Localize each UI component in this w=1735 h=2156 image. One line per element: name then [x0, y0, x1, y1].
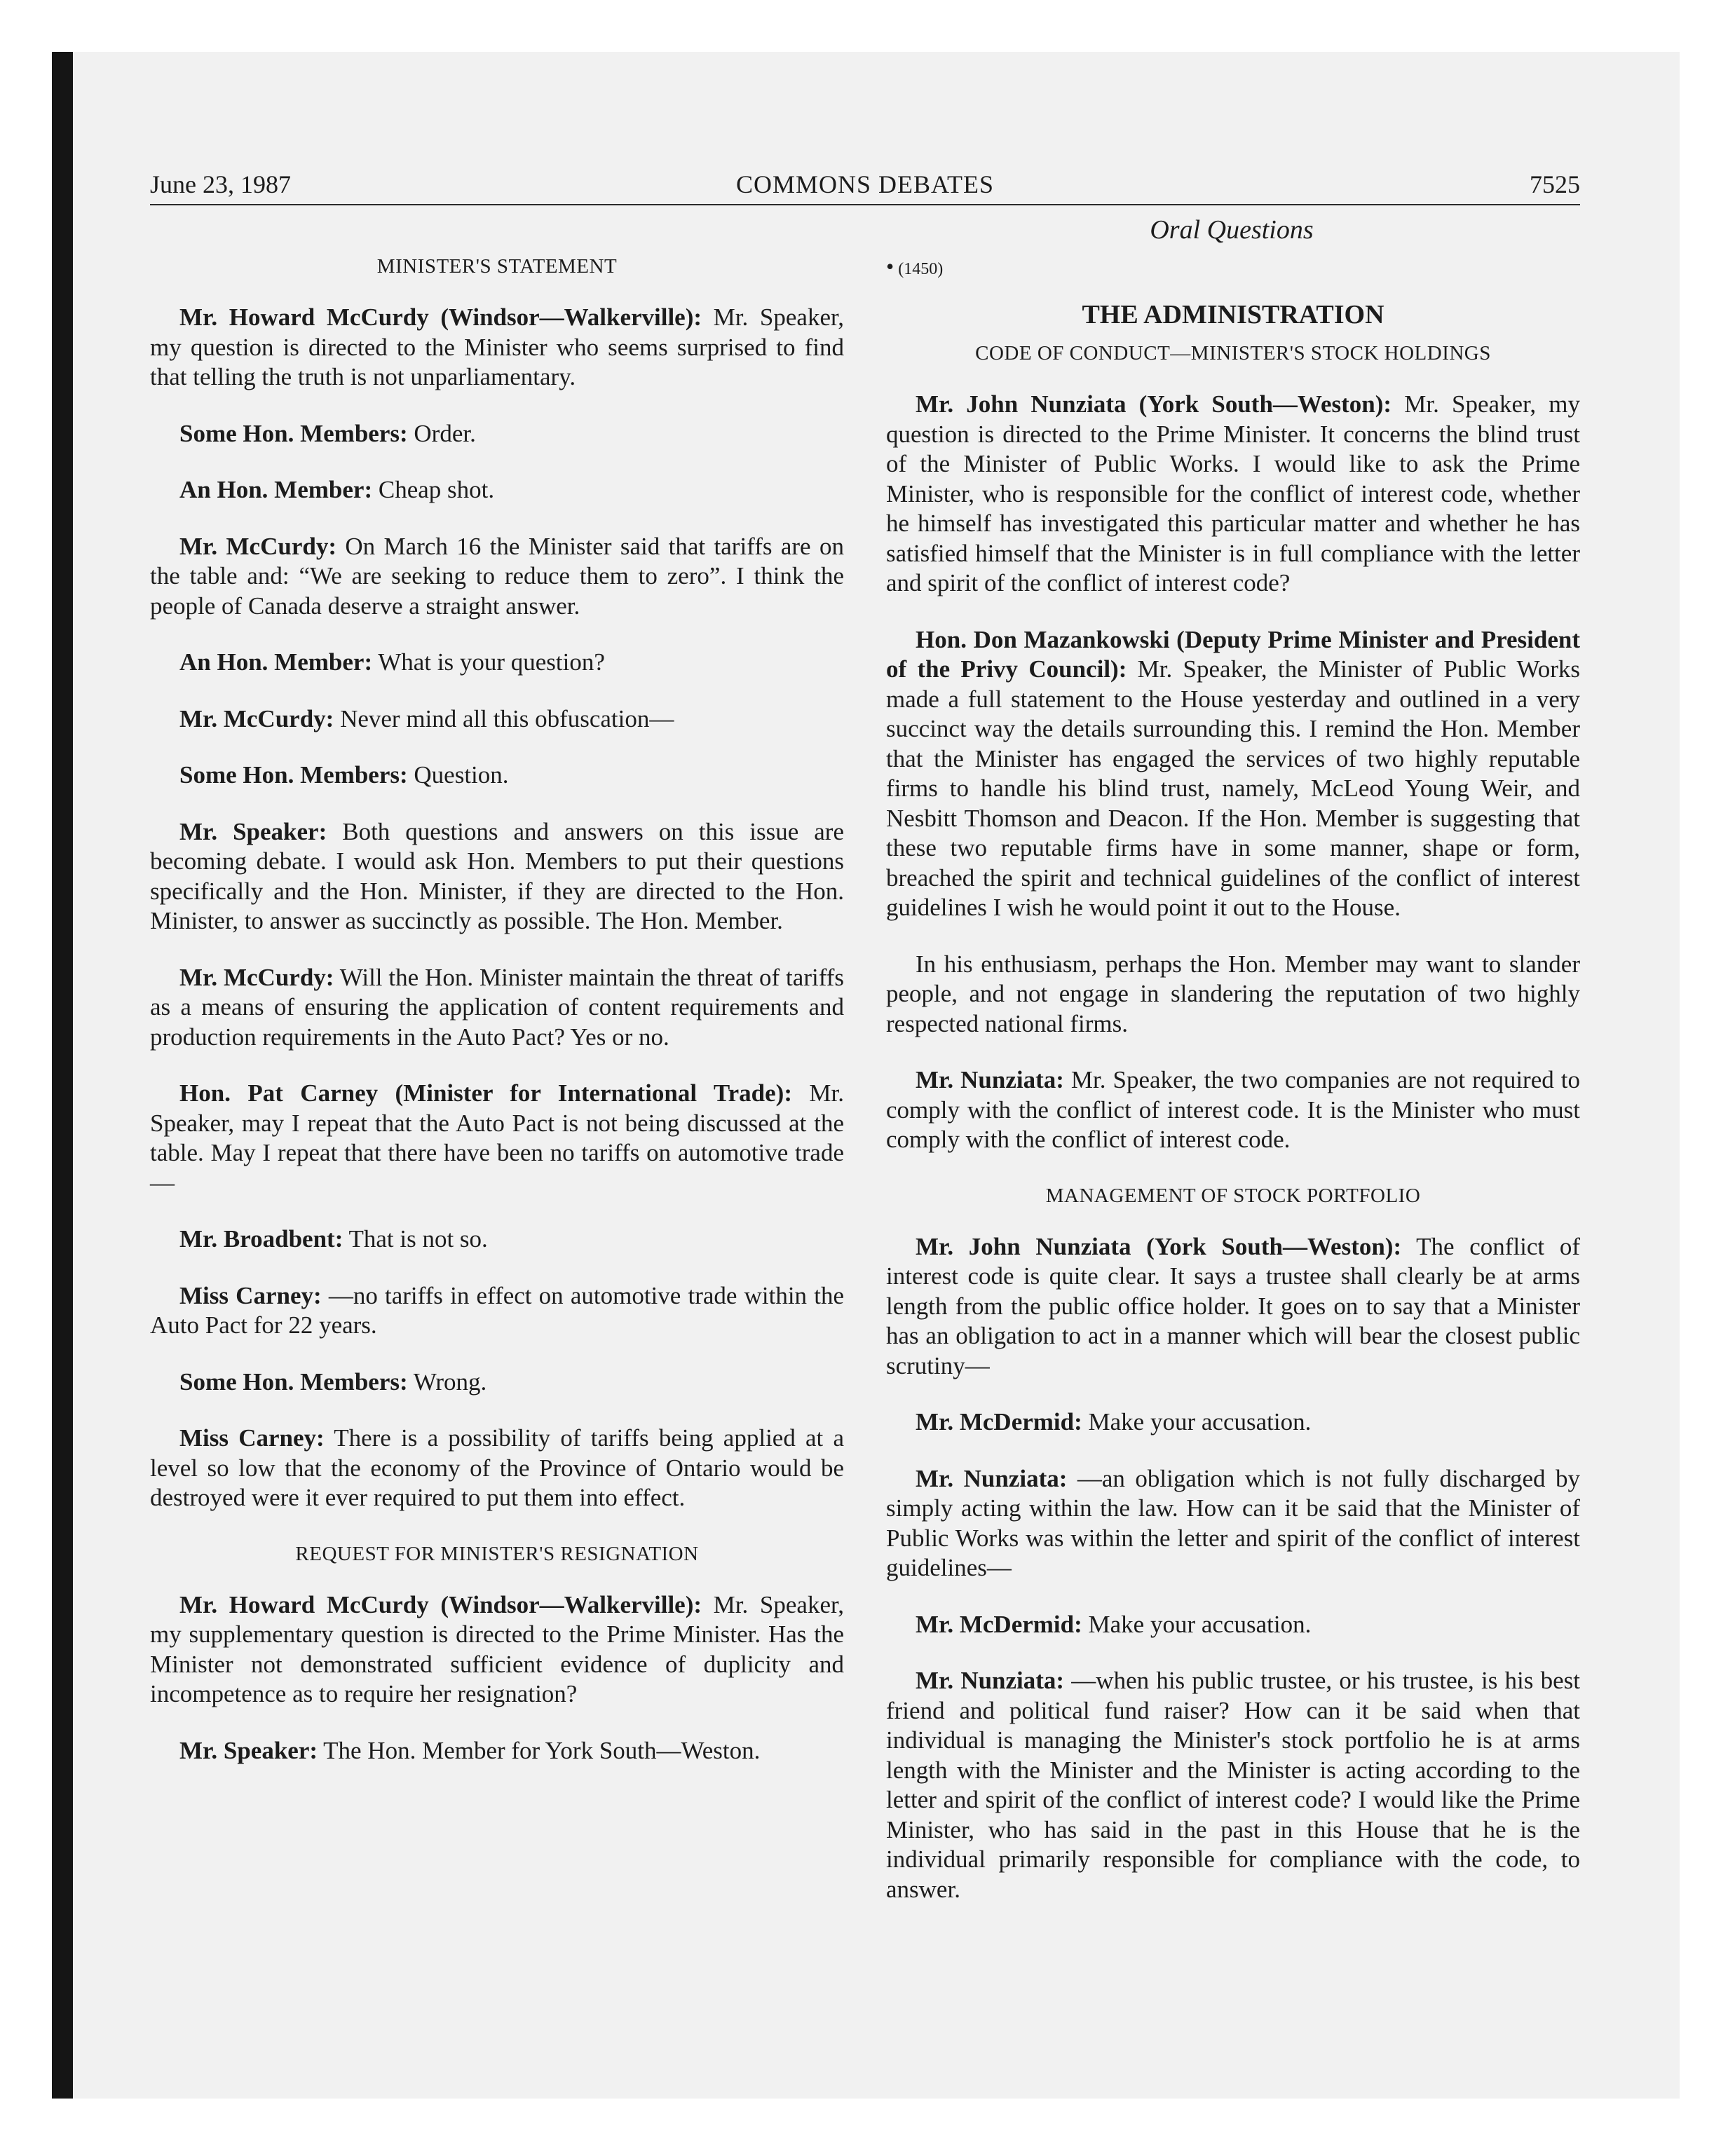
paragraph: [886, 1407, 1580, 1438]
speech-text: That is not so.: [343, 1225, 488, 1253]
speaker-name: Hon. Don Mazankowski (Deputy Prime Minister and President of the Privy Council):: [886, 625, 1580, 683]
speaker-name: Mr. Howard McCurdy (Windsor—Walkerville):: [179, 303, 702, 331]
speech-text: Will the Hon. Minister maintain the threat of tariffs as a means of ensuring the application of content requirements and production requirements in the Auto Pact? Yes or no.: [150, 963, 844, 1051]
speech-text: Make your accusation.: [1082, 1408, 1312, 1435]
running-head: [150, 165, 1580, 205]
speech-text: Mr. Speaker, the Minister of Public Works made a full statement to the House yesterday and outlined in a very succinct way the details surrounding this. I remind the Hon. Member that the Minister has engaged the services of two highly reputable firms to handle his blind trust, namely, McLeod Young Weir, and Nesbitt Thomson and Deacon. If the Hon. Member is suggesting that these two reputable firms have in some manner, shape or form, breached the spirit and technical guidelines of the conflict of interest guidelines I wish he would point it out to the House.: [886, 655, 1580, 921]
header-publication: COMMONS DEBATES: [735, 170, 995, 198]
speech-text: Never mind all this obfuscation—: [334, 704, 674, 732]
speech-text: Mr. Speaker, my question is directed to the Minister who seems surprised to find that telling the truth is not unparliamentary.: [150, 303, 844, 390]
paragraph: [886, 1065, 1580, 1155]
paragraph: [886, 1464, 1580, 1583]
speech-text: In his enthusiasm, perhaps the Hon. Member may want to slander people, and not engage in slandering the reputation of two highly respected national firms.: [886, 950, 1580, 1037]
speech-text: Both questions and answers on this issue are becoming debate. I would ask Hon. Members to put their questions specifically and the Hon. Minister, if they are directed to the Hon. Minister, to answer as succinctly as possible. The Hon. Member.: [150, 817, 844, 934]
speaker-name: Mr. Nunziata:: [916, 1066, 1064, 1093]
speaker-name: Mr. Speaker:: [179, 817, 327, 845]
left-column: [150, 252, 844, 1792]
speech-text: The conflict of interest code is quite clear. It says a trustee shall clearly be at arms length from the public office holder. It goes on to say that a Minister has an obligation to act in a manner which will bear the closest public scrutiny—: [886, 1232, 1580, 1379]
time-marker-text: (1450): [898, 260, 944, 278]
paragraph: [150, 817, 844, 936]
speech-text: —no tariffs in effect on automotive trade within the Auto Pact for 22 years.: [150, 1281, 844, 1339]
speaker-name: Mr. McDermid:: [916, 1408, 1082, 1435]
bullet-icon: •: [886, 254, 894, 279]
speech-text: Mr. Speaker, my supplementary question is directed to the Prime Minister. Has the Minister not demonstrated sufficient evidence of duplicity and incompetence as to require her resignation?: [150, 1590, 844, 1707]
paragraph: [886, 390, 1580, 599]
speech-text: —when his public trustee, or his trustee, is his best friend and political fund raiser? How can it be said when that individual is managing the Minister's stock portfolio he is at arms length with the Minister and the Minister is acting according to the letter and spirit of the conflict of interest code? I would like the Prime Minister, who has said in the past in this House that he is the individual primarily responsible for compliance with the code, to answer.: [886, 1667, 1580, 1903]
speech-text: Make your accusation.: [1082, 1610, 1312, 1638]
paragraph: [886, 950, 1580, 1039]
speaker-name: Mr. McDermid:: [916, 1610, 1082, 1638]
speaker-name: Mr. Howard McCurdy (Windsor—Walkerville):: [179, 1590, 702, 1618]
speech-text: There is a possibility of tariffs being applied at a level so low that the economy of the Province of Ontario would be destroyed were it ever required to put them into effect.: [150, 1424, 845, 1511]
time-marker: [886, 252, 1580, 283]
paragraph: [150, 1424, 844, 1513]
paragraph: [886, 625, 1580, 923]
paragraph: [150, 1590, 844, 1710]
speech-text: Question.: [407, 761, 509, 789]
speaker-name: Mr. McCurdy:: [179, 704, 334, 732]
speaker-name: Mr. John Nunziata (York South—Weston):: [916, 390, 1392, 418]
paragraph: [886, 1610, 1580, 1640]
speaker-name: Mr. Nunziata:: [916, 1464, 1068, 1492]
subheading-code-of-conduct: CODE OF CONDUCT—MINISTER'S STOCK HOLDINGS: [975, 342, 1491, 364]
paragraph: [150, 704, 844, 735]
speaker-name: Some Hon. Members:: [179, 1367, 408, 1396]
speech-text: —an obligation which is not fully discharged by simply acting within the law. How can it be said that the Minister of Public Works was within the letter and spirit of the conflict of interest guidelines—: [886, 1464, 1580, 1581]
main-heading: THE ADMINISTRATION: [1082, 300, 1384, 329]
speaker-name: Miss Carney:: [179, 1281, 322, 1309]
speaker-name: Some Hon. Members:: [179, 419, 408, 447]
subheading-request-for-resignation: REQUEST FOR MINISTER'S RESIGNATION: [295, 1542, 699, 1565]
speech-text: Cheap shot.: [372, 476, 495, 503]
paragraph: [150, 1224, 844, 1255]
speech-text: What is your question?: [372, 648, 605, 676]
header-date: June 23, 1987: [150, 170, 291, 198]
speaker-name: Mr. Speaker:: [179, 1736, 318, 1764]
speaker-name: Mr. McCurdy:: [179, 532, 336, 560]
paragraph: [150, 532, 844, 622]
paragraph: [150, 648, 844, 678]
speech-text: Mr. Speaker, may I repeat that the Auto Pact is not being discussed at the table. May I repeat that there have been no tariffs on automotive trade—: [150, 1079, 844, 1196]
paragraph: [150, 303, 844, 393]
section-label: Oral Questions: [1150, 215, 1314, 245]
speech-text: Order.: [407, 419, 476, 447]
subheading-stock-portfolio: MANAGEMENT OF STOCK PORTFOLIO: [1045, 1184, 1421, 1207]
speaker-name: Mr. Broadbent:: [179, 1225, 343, 1253]
speaker-name: An Hon. Member:: [179, 476, 373, 503]
paragraph: [150, 1079, 844, 1198]
speaker-name: An Hon. Member:: [179, 648, 373, 676]
paragraph: [150, 1281, 844, 1341]
speaker-name: Miss Carney:: [179, 1424, 325, 1452]
speech-text: The Hon. Member for York South—Weston.: [318, 1736, 761, 1764]
paragraph: [150, 1367, 844, 1398]
speaker-name: Mr. McCurdy:: [179, 963, 334, 991]
speaker-name: Mr. Nunziata:: [916, 1667, 1065, 1694]
speech-text: Mr. Speaker, the two companies are not required to comply with the conflict of interest code. It is the Minister who must comply with the conflict of interest code.: [886, 1066, 1580, 1153]
paragraph: [150, 963, 844, 1053]
paragraph: [150, 1736, 844, 1766]
speech-text: Mr. Speaker, my question is directed to the Prime Minister. It concerns the blind trust of the Minister of Public Works. I would like to ask the Prime Minister, who is responsible for the conflict of interest code, whether he himself has investigated this particular matter and whether he has satisfied himself that the Minister is in full compliance with the letter and spirit of the conflict of interest code?: [886, 390, 1580, 596]
header-page-number: 7525: [1530, 170, 1580, 198]
speech-text: Wrong.: [407, 1367, 487, 1396]
paragraph: [150, 419, 844, 449]
subheading-ministers-statement: MINISTER'S STATEMENT: [376, 255, 618, 278]
speaker-name: Mr. John Nunziata (York South—Weston):: [916, 1232, 1402, 1260]
paragraph: [150, 475, 844, 505]
paragraph: [886, 1666, 1580, 1904]
paragraph: [886, 1232, 1580, 1381]
paragraph: [150, 760, 844, 791]
speaker-name: Hon. Pat Carney (Minister for International Trade):: [179, 1079, 792, 1107]
speaker-name: Some Hon. Members:: [179, 761, 408, 789]
right-column: [886, 252, 1580, 1931]
speech-text: On March 16 the Minister said that tariffs are on the table and: “We are seeking to reduce them to zero”. I think the people of Canada deserve a straight answer.: [150, 532, 844, 620]
